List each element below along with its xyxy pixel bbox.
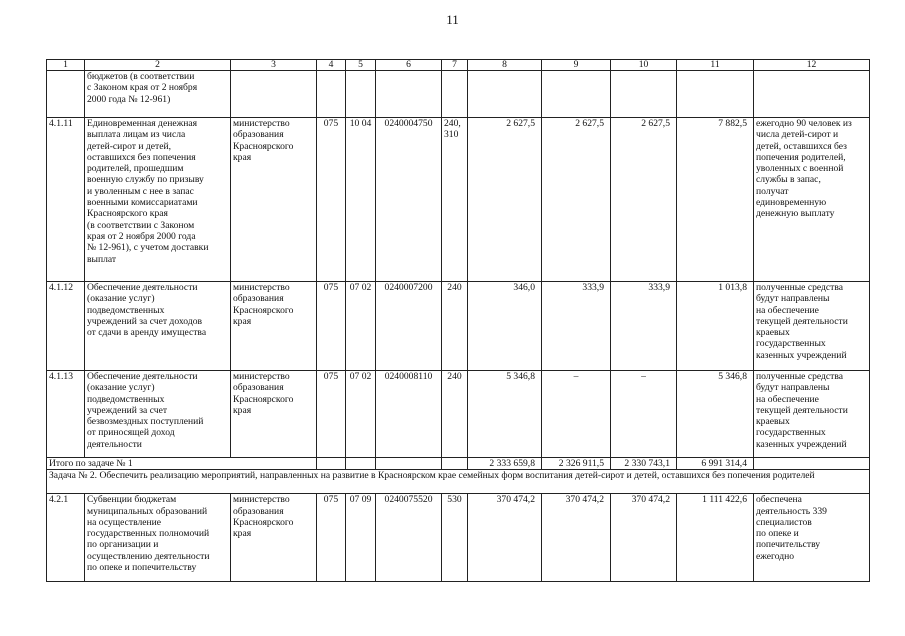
measure-name: Субвенции бюджетам муниципальных образований на осуществление государственных полномочий по организации и осуществлению деятельности по опеке и попечительству xyxy=(85,494,231,582)
ministry: министерство образования Красноярского края xyxy=(231,282,317,371)
expected-result: полученные средства будут направлены на обеспечение текущей деятельности краевых государственных казенных учреждений xyxy=(754,371,870,458)
table-row xyxy=(47,282,870,371)
header-cell: 10 xyxy=(611,60,677,71)
header-row xyxy=(47,60,870,71)
year1-value: 346,0 xyxy=(468,282,542,371)
rzpr-code: 10 04 xyxy=(346,118,376,282)
expected-result: ежегодно 90 человек из числа детей-сирот и детей, оставшихся без попечения родителей, уволенных с военной службы в запас, получат единовременную денежную выплату xyxy=(754,118,870,282)
page-number: 11 xyxy=(446,12,459,27)
year2-value: 2 627,5 xyxy=(542,118,611,282)
expected-result xyxy=(754,71,870,118)
header-cell: 5 xyxy=(346,60,376,71)
rzpr-code xyxy=(346,71,376,118)
total-value: 1 111 422,6 xyxy=(677,494,754,582)
vr-code xyxy=(442,71,468,118)
expected-result: полученные средства будут направлены на обеспечение текущей деятельности краевых государственных казенных учреждений xyxy=(754,282,870,371)
year1-value: 370 474,2 xyxy=(468,494,542,582)
ministry: министерство образования Красноярского края xyxy=(231,371,317,458)
ministry: министерство образования Красноярского края xyxy=(231,494,317,582)
header-cell: 12 xyxy=(754,60,870,71)
header-cell: 6 xyxy=(376,60,442,71)
row-number: 4.1.12 xyxy=(47,282,85,371)
total-value: 5 346,8 xyxy=(677,371,754,458)
ministry: министерство образования Красноярского края xyxy=(231,118,317,282)
subtotal-row xyxy=(47,458,870,470)
header-cell: 4 xyxy=(317,60,346,71)
header-cell: 9 xyxy=(542,60,611,71)
csr-code: 0240008110 xyxy=(376,371,442,458)
total-value: 7 882,5 xyxy=(677,118,754,282)
vr-code: 240 xyxy=(442,282,468,371)
vr-code: 240, 310 xyxy=(442,118,468,282)
measure-name: Обеспечение деятельности (оказание услуг) подведомственных учреждений за счет доходов от сдачи в аренду имущества xyxy=(85,282,231,371)
year2-value: – xyxy=(542,371,611,458)
table-row xyxy=(47,118,870,282)
header-cell: 8 xyxy=(468,60,542,71)
year3-value: – xyxy=(611,371,677,458)
rzpr-code: 07 09 xyxy=(346,494,376,582)
year3-value: 370 474,2 xyxy=(611,494,677,582)
csr-code xyxy=(376,71,442,118)
row-number: 4.2.1 xyxy=(47,494,85,582)
table-row xyxy=(47,371,870,458)
grbs-code: 075 xyxy=(317,371,346,458)
expected-result: обеспечена деятельность 339 специалистов по опеке и попечительству ежегодно xyxy=(754,494,870,582)
csr-code: 0240075520 xyxy=(376,494,442,582)
year1-value xyxy=(468,71,542,118)
budget-table xyxy=(46,59,870,582)
csr-code: 0240004750 xyxy=(376,118,442,282)
rzpr-code: 07 02 xyxy=(346,282,376,371)
header-cell: 1 xyxy=(47,60,85,71)
row-number: 4.1.13 xyxy=(47,371,85,458)
row-number: 4.1.11 xyxy=(47,118,85,282)
year1-value: 2 627,5 xyxy=(468,118,542,282)
grbs-code: 075 xyxy=(317,118,346,282)
vr-code: 240 xyxy=(442,371,468,458)
measure-name: Единовременная денежная выплата лицам из числа детей-сирот и детей, оставшихся без попечения родителей, прошедшим военную службу по призыву и уволенным с нее в запас военными комиссариатами Красноярского края (в соответствии с Законом края от 2 ноября 2000 года № 12-961), с учетом доставки выплат xyxy=(85,118,231,282)
header-cell: 2 xyxy=(85,60,231,71)
year3-value: 2 627,5 xyxy=(611,118,677,282)
total-value xyxy=(677,71,754,118)
grbs-code: 075 xyxy=(317,494,346,582)
subtotal-year3: 2 330 743,1 xyxy=(611,458,677,470)
vr-code: 530 xyxy=(442,494,468,582)
grbs-code xyxy=(317,71,346,118)
row-number xyxy=(47,71,85,118)
table-row xyxy=(47,71,870,118)
header-cell: 11 xyxy=(677,60,754,71)
task-heading: Задача № 2. Обеспечить реализацию мероприятий, направленных на развитие в Красноярском крае семейных форм воспитания детей-сирот и детей, оставшихся без попечения родителей xyxy=(47,470,870,494)
subtotal-label: Итого по задаче № 1 xyxy=(47,458,317,470)
year3-value: 333,9 xyxy=(611,282,677,371)
subtotal-year2: 2 326 911,5 xyxy=(542,458,611,470)
task-heading-row xyxy=(47,470,870,494)
measure-name: Обеспечение деятельности (оказание услуг) подведомственных учреждений за счет безвозмездных поступлений от приносящей доход деятельности xyxy=(85,371,231,458)
ministry xyxy=(231,71,317,118)
total-value: 1 013,8 xyxy=(677,282,754,371)
grbs-code: 075 xyxy=(317,282,346,371)
header-cell: 7 xyxy=(442,60,468,71)
table-row xyxy=(47,494,870,582)
year3-value xyxy=(611,71,677,118)
csr-code: 0240007200 xyxy=(376,282,442,371)
year2-value xyxy=(542,71,611,118)
rzpr-code: 07 02 xyxy=(346,371,376,458)
year2-value: 370 474,2 xyxy=(542,494,611,582)
year2-value: 333,9 xyxy=(542,282,611,371)
subtotal-total: 6 991 314,4 xyxy=(677,458,754,470)
header-cell: 3 xyxy=(231,60,317,71)
measure-name: бюджетов (в соответствии с Законом края от 2 ноября 2000 года № 12-961) xyxy=(85,71,231,118)
subtotal-year1: 2 333 659,8 xyxy=(468,458,542,470)
year1-value: 5 346,8 xyxy=(468,371,542,458)
